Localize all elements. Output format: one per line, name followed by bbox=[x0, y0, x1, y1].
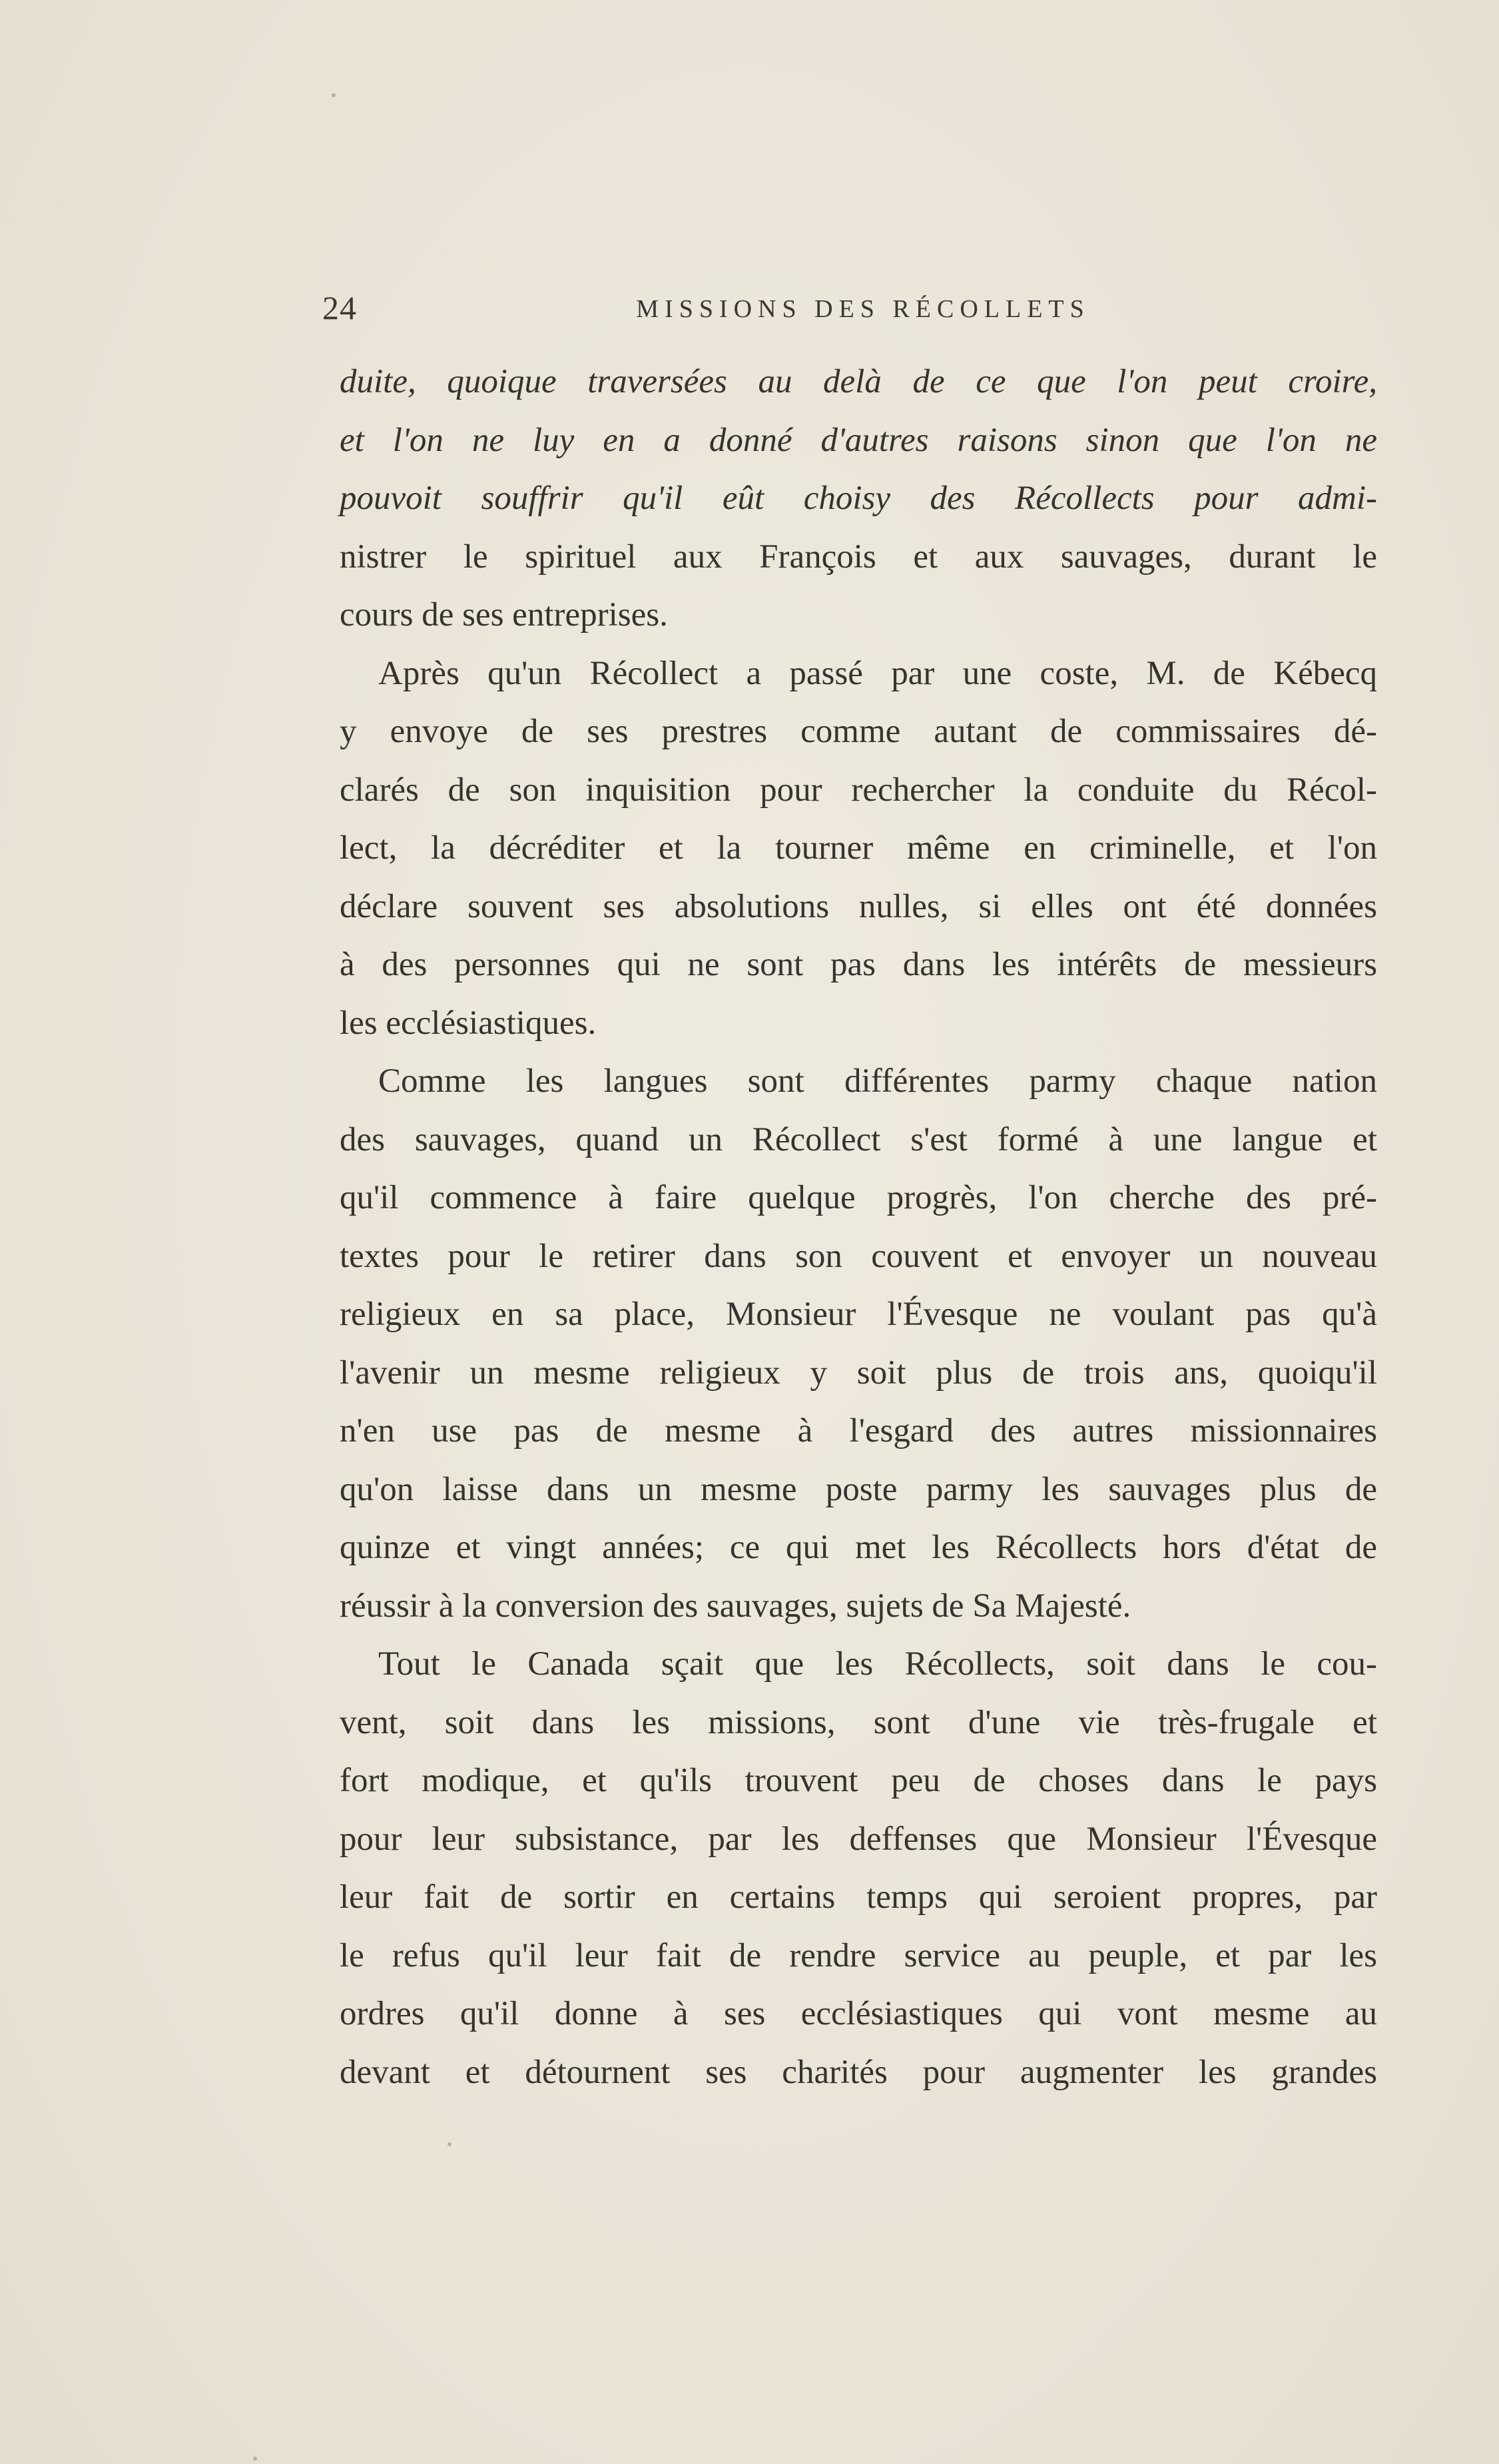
text-line: qu'il commence à faire quelque progrès, l'on cherche des pré- bbox=[340, 1179, 1377, 1216]
text-line: Comme les langues sont différentes parmy chaque nation bbox=[378, 1062, 1377, 1100]
text-line: textes pour le retirer dans son couvent et envoyer un nouveau bbox=[340, 1237, 1377, 1275]
text-line: fort modique, et qu'ils trouvent peu de choses dans le pays bbox=[340, 1762, 1377, 1799]
text-line: vent, soit dans les missions, sont d'une vie très-frugale et bbox=[340, 1703, 1377, 1741]
text-line: l'avenir un mesme religieux y soit plus de trois ans, quoiqu'il bbox=[340, 1354, 1377, 1392]
text-line: pouvoit souffrir qu'il eût choisy des Récollects pour admi- bbox=[340, 480, 1377, 517]
paragraph-4 bbox=[340, 1635, 1377, 2102]
text-line: leur fait de sortir en certains temps qui seroient propres, par bbox=[340, 1878, 1377, 1916]
text-line: à des personnes qui ne sont pas dans les intérêts de messieurs bbox=[340, 946, 1377, 983]
text-line: duite, quoique traversées au delà de ce que l'on peut croire, bbox=[340, 363, 1377, 400]
paragraph-3 bbox=[340, 1052, 1377, 1635]
paragraph-2 bbox=[340, 645, 1377, 1053]
text-line: qu'on laisse dans un mesme poste parmy les sauvages plus de bbox=[340, 1470, 1377, 1508]
text-line: lect, la décréditer et la tourner même en criminelle, et l'on bbox=[340, 829, 1377, 867]
text-line: et l'on ne luy en a donné d'autres raisons sinon que l'on ne bbox=[340, 421, 1377, 459]
text-line: ordres qu'il donne à ses ecclésiastiques qui vont mesme au bbox=[340, 1995, 1377, 2032]
text-line: Tout le Canada sçait que les Récollects, soit dans le cou- bbox=[378, 1645, 1377, 1683]
text-line: déclare souvent ses absolutions nulles, si elles ont été données bbox=[340, 887, 1377, 925]
running-title: MISSIONS DES RÉCOLLETS bbox=[636, 295, 1090, 323]
text-line: les ecclésiastiques. bbox=[340, 1004, 597, 1042]
text-line: quinze et vingt années; ce qui met les Récollects hors d'état de bbox=[340, 1529, 1377, 1566]
paper-speck bbox=[448, 2142, 451, 2146]
paragraph-1 bbox=[340, 353, 1377, 645]
text-line: Après qu'un Récollect a passé par une coste, M. de Kébecq bbox=[378, 654, 1377, 692]
text-line: n'en use pas de mesme à l'esgard des autres missionnaires bbox=[340, 1412, 1377, 1449]
text-line: des sauvages, quand un Récollect s'est formé à une langue et bbox=[340, 1120, 1377, 1158]
text-line: clarés de son inquisition pour rechercher la conduite du Récol- bbox=[340, 771, 1377, 809]
paper-speck bbox=[332, 93, 336, 97]
body-text bbox=[340, 353, 1377, 2102]
page-header bbox=[322, 288, 1377, 328]
text-line: le refus qu'il leur fait de rendre service au peuple, et par les bbox=[340, 1936, 1377, 1974]
text-line: nistrer le spirituel aux François et aux sauvages, durant le bbox=[340, 538, 1377, 576]
paper-speck bbox=[253, 2457, 257, 2461]
text-line: pour leur subsistance, par les deffenses que Monsieur l'Évesque bbox=[340, 1820, 1377, 1858]
text-line: religieux en sa place, Monsieur l'Évesque ne voulant pas qu'à bbox=[340, 1296, 1377, 1333]
text-line: y envoye de ses prestres comme autant de commissaires dé- bbox=[340, 713, 1377, 750]
text-line: devant et détournent ses charités pour augmenter les grandes bbox=[340, 2053, 1377, 2091]
text-line: réussir à la conversion des sauvages, sujets de Sa Majesté. bbox=[340, 1587, 1131, 1625]
text-line: cours de ses entreprises. bbox=[340, 596, 668, 633]
page-number: 24 bbox=[322, 289, 357, 326]
